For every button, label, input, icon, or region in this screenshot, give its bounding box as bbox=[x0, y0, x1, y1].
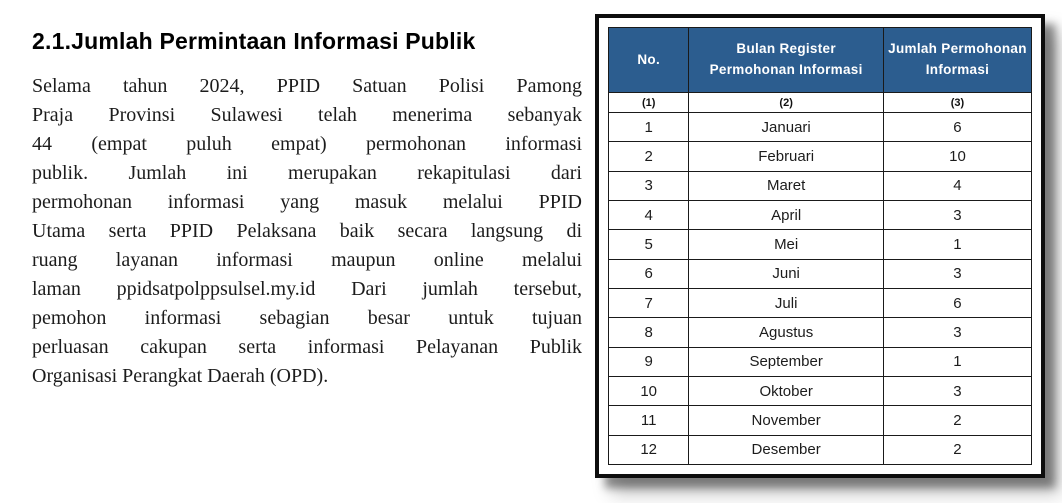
paragraph-line: pemohon informasi sebagian besar untuk tujuan bbox=[32, 307, 582, 329]
cell-bulan: Februari bbox=[689, 142, 884, 171]
cell-jumlah: 6 bbox=[883, 288, 1031, 317]
column-header-3: Jumlah Permohonan Informasi bbox=[883, 28, 1031, 93]
cell-jumlah: 1 bbox=[883, 230, 1031, 259]
cell-no: 2 bbox=[609, 142, 689, 171]
cell-bulan: Agustus bbox=[689, 318, 884, 347]
table-row bbox=[609, 142, 1032, 171]
cell-no: 9 bbox=[609, 347, 689, 376]
section-heading: 2.1.Jumlah Permintaan Informasi Publik bbox=[32, 28, 476, 54]
table-row bbox=[609, 318, 1032, 347]
text-column bbox=[32, 28, 582, 391]
column-header-2: Bulan Register Permohonan Informasi bbox=[689, 28, 884, 93]
cell-no: 4 bbox=[609, 200, 689, 229]
cell-jumlah: 6 bbox=[883, 113, 1031, 142]
table-row bbox=[609, 347, 1032, 376]
cell-no: 6 bbox=[609, 259, 689, 288]
cell-jumlah: 3 bbox=[883, 318, 1031, 347]
cell-bulan: Mei bbox=[689, 230, 884, 259]
cell-bulan: Desember bbox=[689, 435, 884, 464]
cell-jumlah: 2 bbox=[883, 435, 1031, 464]
cell-jumlah: 1 bbox=[883, 347, 1031, 376]
table-body bbox=[609, 113, 1032, 465]
cell-bulan: Juli bbox=[689, 288, 884, 317]
paragraph-line: Organisasi Perangkat Daerah (OPD). bbox=[32, 365, 329, 387]
cell-jumlah: 3 bbox=[883, 259, 1031, 288]
paragraph-line: permohonan informasi yang masuk melalui PPID bbox=[32, 191, 582, 213]
cell-no: 11 bbox=[609, 406, 689, 435]
body-paragraph bbox=[32, 72, 582, 391]
table-row bbox=[609, 288, 1032, 317]
paragraph-line: laman ppidsatpolppsulsel.my.id Dari jumlah tersebut, bbox=[32, 278, 582, 300]
table-row bbox=[609, 171, 1032, 200]
paragraph-line: ruang layanan informasi maupun online melalui bbox=[32, 249, 582, 271]
cell-jumlah: 3 bbox=[883, 376, 1031, 405]
cell-jumlah: 10 bbox=[883, 142, 1031, 171]
cell-no: 12 bbox=[609, 435, 689, 464]
column-index-1: (1) bbox=[609, 93, 689, 113]
cell-no: 1 bbox=[609, 113, 689, 142]
column-index-3: (3) bbox=[883, 93, 1031, 113]
table-row bbox=[609, 376, 1032, 405]
cell-no: 5 bbox=[609, 230, 689, 259]
table-row bbox=[609, 200, 1032, 229]
paragraph-line: publik. Jumlah ini merupakan rekapitulasi dari bbox=[32, 162, 582, 184]
table-row bbox=[609, 406, 1032, 435]
table-frame bbox=[595, 14, 1045, 478]
paragraph-line: 44 (empat puluh empat) permohonan informasi bbox=[32, 133, 582, 155]
cell-no: 10 bbox=[609, 376, 689, 405]
cell-bulan: Januari bbox=[689, 113, 884, 142]
cell-bulan: Juni bbox=[689, 259, 884, 288]
paragraph-line: Praja Provinsi Sulawesi telah menerima sebanyak bbox=[32, 104, 582, 126]
paragraph-line: Selama tahun 2024, PPID Satuan Polisi Pamong bbox=[32, 75, 582, 97]
cell-bulan: November bbox=[689, 406, 884, 435]
cell-no: 8 bbox=[609, 318, 689, 347]
cell-bulan: Oktober bbox=[689, 376, 884, 405]
table-index-row bbox=[609, 93, 1032, 113]
column-index-2: (2) bbox=[689, 93, 884, 113]
cell-bulan: April bbox=[689, 200, 884, 229]
column-header-1: No. bbox=[609, 28, 689, 93]
paragraph-line: Utama serta PPID Pelaksana baik secara langsung di bbox=[32, 220, 582, 242]
cell-no: 7 bbox=[609, 288, 689, 317]
table-row bbox=[609, 435, 1032, 464]
table-header-row bbox=[609, 28, 1032, 93]
cell-jumlah: 3 bbox=[883, 200, 1031, 229]
table-row bbox=[609, 113, 1032, 142]
table-head bbox=[609, 28, 1032, 113]
table-row bbox=[609, 230, 1032, 259]
cell-jumlah: 4 bbox=[883, 171, 1031, 200]
cell-jumlah: 2 bbox=[883, 406, 1031, 435]
cell-no: 3 bbox=[609, 171, 689, 200]
table-row bbox=[609, 259, 1032, 288]
cell-bulan: Maret bbox=[689, 171, 884, 200]
paragraph-line: perluasan cakupan serta informasi Pelayanan Publik bbox=[32, 336, 582, 358]
cell-bulan: September bbox=[689, 347, 884, 376]
data-table bbox=[608, 27, 1032, 465]
